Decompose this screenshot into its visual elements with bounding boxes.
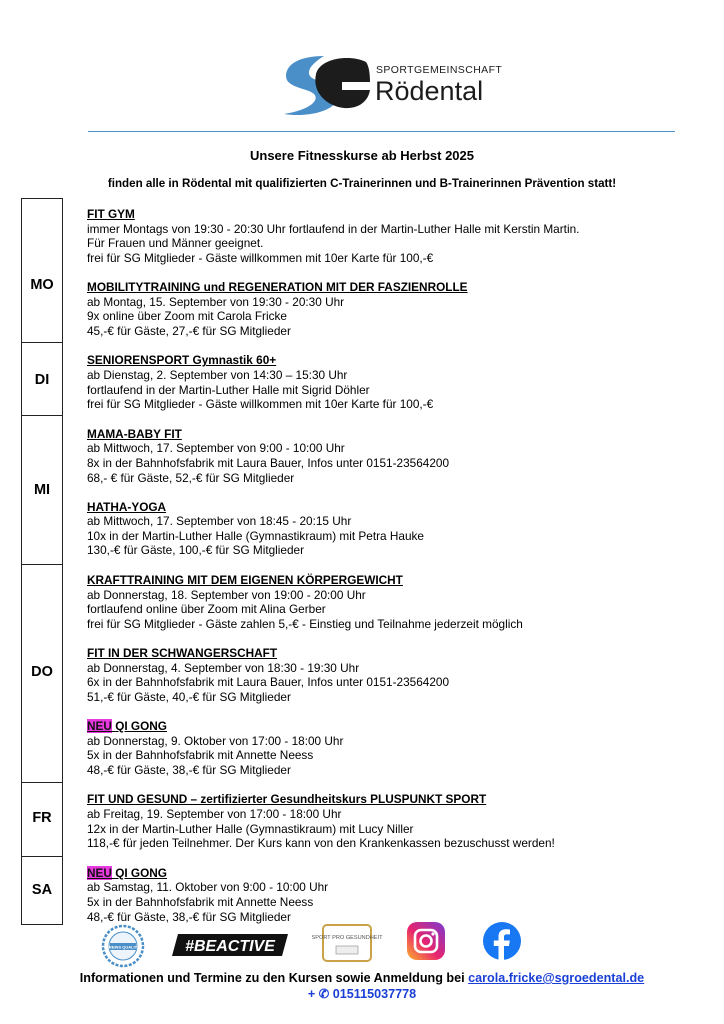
course-title — [87, 719, 707, 734]
new-badge: NEU — [87, 719, 112, 733]
beactive-badge-icon — [172, 932, 288, 958]
course-line: immer Montags von 19:30 - 20:30 Uhr fortlaufend in der Martin-Luther Halle mit Kerstin Martin. — [87, 221, 580, 236]
course-line: 45,-€ für Gäste, 27,-€ für SG Mitglieder — [87, 323, 291, 338]
course-title-text: QI GONG — [115, 865, 167, 880]
course-item — [87, 866, 707, 924]
course-item — [87, 280, 707, 338]
course-line: 68,- € für Gäste, 52,-€ für SG Mitglieder — [87, 470, 295, 485]
day-label: SA — [31, 882, 53, 898]
footer-text: Informationen und Termine zu den Kursen sowie Anmeldung bei — [79, 971, 469, 985]
day-label: MO — [30, 277, 54, 293]
day-label: FR — [32, 810, 52, 826]
course-line: 5x in der Bahnhofsfabrik mit Annette Neess — [87, 748, 314, 763]
logo-mark-icon — [280, 52, 372, 118]
course-title: MAMA-BABY FIT — [87, 426, 182, 441]
badge-row — [0, 920, 724, 964]
course-item — [87, 427, 707, 485]
course-line: frei für SG Mitglieder - Gäste willkommen mit 10er Karte für 100,-€ — [87, 250, 434, 265]
course-line: Für Frauen und Männer geeignet. — [87, 236, 264, 251]
course-list — [87, 207, 707, 939]
course-line: ab Montag, 15. September von 19:30 - 20:30 Uhr — [87, 294, 345, 309]
course-item — [87, 207, 707, 265]
course-line: 5x in der Bahnhofsfabrik mit Annette Neess — [87, 894, 314, 909]
course-line: ab Donnerstag, 18. September von 19:00 - 20:00 Uhr — [87, 587, 366, 602]
course-line: 10x in der Martin-Luther Halle (Gymnastikraum) mit Petra Hauke — [87, 528, 424, 543]
facebook-icon[interactable] — [482, 921, 522, 961]
logo-line2: Rödental — [375, 76, 484, 106]
course-line: ab Freitag, 19. September von 17:00 - 18:00 Uhr — [87, 806, 342, 821]
course-line: 48,-€ für Gäste, 38,-€ für SG Mitglieder — [87, 762, 291, 777]
course-line: ab Dienstag, 2. September von 14:30 – 15:30 Uhr — [87, 367, 348, 382]
course-title-text: QI GONG — [115, 719, 167, 733]
course-line: fortlaufend online über Zoom mit Alina Gerber — [87, 602, 326, 617]
course-title: FIT GYM — [87, 207, 135, 221]
footer-phone — [0, 986, 724, 1001]
sg-roedental-logo — [280, 52, 503, 120]
course-title: KRAFTTRAINING MIT DEM EIGENEN KÖRPERGEWICHT — [87, 573, 403, 588]
sportpro-text: SPORT PRO GESUNDHEIT — [311, 935, 383, 941]
day-cell-fr — [21, 783, 63, 857]
course-title: HATHA-YOGA — [87, 499, 167, 514]
contact-email-link[interactable]: carola.fricke@sgroedental.de — [468, 971, 645, 985]
course-line: frei für SG Mitglieder - Gäste zahlen 5,-€ - Einstieg und Teilnahme jederzeit möglich — [87, 616, 523, 631]
course-title: FIT IN DER SCHWANGERSCHAFT — [87, 646, 278, 661]
day-cell-mi — [21, 416, 63, 565]
day-cell-sa — [21, 857, 63, 925]
course-line: ab Mittwoch, 17. September von 9:00 - 10:00 Uhr — [87, 441, 345, 456]
course-title — [87, 866, 707, 881]
header-divider — [88, 131, 675, 132]
course-line: fortlaufend in der Martin-Luther Halle mit Sigrid Döhler — [87, 382, 370, 397]
course-item — [87, 573, 707, 631]
course-line: 8x in der Bahnhofsfabrik mit Laura Bauer, Infos unter 0151-23564200 — [87, 455, 450, 470]
course-item — [87, 353, 707, 411]
course-line: 12x in der Martin-Luther Halle (Gymnastikraum) mit Lucy Niller — [87, 821, 414, 836]
course-line: 130,-€ für Gäste, 100,-€ für SG Mitglieder — [87, 543, 305, 558]
footer-info — [0, 971, 724, 985]
course-line: ab Donnerstag, 4. September von 18:30 - 19:30 Uhr — [87, 660, 360, 675]
course-title: SENIORENSPORT Gymnastik 60+ — [87, 353, 277, 368]
course-item — [87, 792, 707, 850]
day-label: MI — [33, 482, 51, 498]
new-badge: NEU — [87, 865, 112, 880]
seal-text: VEREINS QUALITÄT — [103, 944, 143, 950]
course-line: ab Samstag, 11. Oktober von 9:00 - 10:00 Uhr — [87, 880, 329, 895]
course-title: MOBILITYTRAINING und REGENERATION MIT DER FASZIENROLLE — [87, 279, 468, 294]
course-line: 118,-€ für jeden Teilnehmer. Der Kurs kann von den Krankenkassen bezuschusst werden! — [87, 836, 555, 851]
course-item — [87, 500, 707, 558]
day-cell-mo — [21, 198, 63, 343]
course-line: 48,-€ für Gäste, 38,-€ für SG Mitglieder — [87, 909, 291, 924]
day-label: DO — [31, 664, 53, 680]
course-line: 6x in der Bahnhofsfabrik mit Laura Bauer, Infos unter 0151-23564200 — [87, 675, 450, 690]
day-cell-do — [21, 565, 63, 783]
instagram-icon[interactable] — [406, 921, 446, 961]
course-line: ab Mittwoch, 17. September von 18:45 - 20:15 Uhr — [87, 514, 352, 529]
sport-pro-gesundheit-icon — [311, 924, 383, 962]
page-title: Unsere Fitnesskurse ab Herbst 2025 — [250, 148, 474, 163]
course-item — [87, 719, 707, 777]
page-subtitle: finden alle in Rödental mit qualifizierten C-Trainerinnen und B-Trainerinnen Prävention statt! — [107, 177, 617, 190]
course-item — [87, 646, 707, 704]
course-line: 9x online über Zoom mit Carola Fricke — [87, 309, 287, 324]
day-label: DI — [34, 372, 50, 388]
phone-number[interactable]: 015115037778 — [332, 987, 417, 1001]
beactive-text: #BEACTIVE — [185, 938, 275, 955]
vereinsqualitaet-seal-icon — [101, 924, 145, 968]
course-line: 51,-€ für Gäste, 40,-€ für SG Mitglieder — [87, 689, 291, 704]
course-line: ab Donnerstag, 9. Oktober von 17:00 - 18:00 Uhr — [87, 733, 344, 748]
course-title: FIT UND GESUND – zertifizierter Gesundheitskurs PLUSPUNKT SPORT — [87, 792, 487, 807]
logo-line1: SPORTGEMEINSCHAFT — [376, 64, 503, 76]
course-line: frei für SG Mitglieder - Gäste willkommen mit 10er Karte für 100,-€ — [87, 397, 434, 412]
day-cell-di — [21, 342, 63, 416]
phone-icon: + ✆ — [307, 987, 333, 1001]
